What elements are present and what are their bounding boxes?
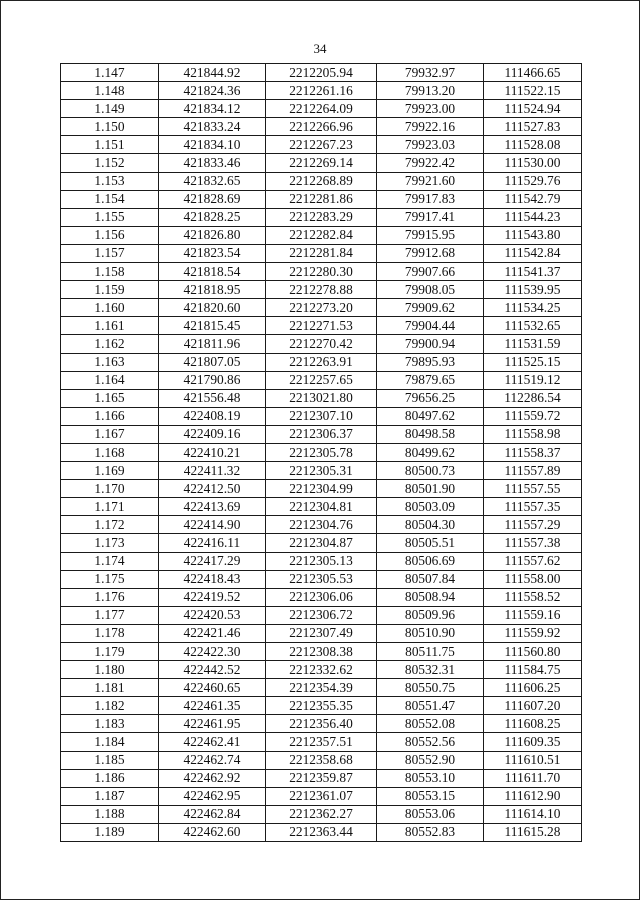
y-coord-cell: 2212354.39 <box>266 679 377 697</box>
table-row <box>61 643 582 661</box>
x-coord-cell: 421790.86 <box>159 371 266 389</box>
y-coord-cell: 2212269.14 <box>266 154 377 172</box>
x-coord-cell: 421834.12 <box>159 100 266 118</box>
point-number-cell: 1.162 <box>61 335 159 353</box>
x-coord-cell: 422420.53 <box>159 606 266 624</box>
x-coord-cell: 422408.19 <box>159 407 266 425</box>
point-number-cell: 1.187 <box>61 787 159 805</box>
point-number-cell: 1.183 <box>61 715 159 733</box>
table-row <box>61 299 582 317</box>
table-row <box>61 82 582 100</box>
table-row <box>61 606 582 624</box>
y-local-cell: 111527.83 <box>484 118 582 136</box>
y-coord-cell: 2212356.40 <box>266 715 377 733</box>
x-coord-cell: 422462.74 <box>159 751 266 769</box>
y-coord-cell: 2212304.99 <box>266 480 377 498</box>
y-coord-cell: 2212355.35 <box>266 697 377 715</box>
y-coord-cell: 2212267.23 <box>266 136 377 154</box>
point-number-cell: 1.185 <box>61 751 159 769</box>
x-coord-cell: 421826.80 <box>159 226 266 244</box>
x-local-cell: 80506.69 <box>377 552 484 570</box>
table-row <box>61 118 582 136</box>
point-number-cell: 1.155 <box>61 208 159 226</box>
x-local-cell: 79912.68 <box>377 244 484 262</box>
y-coord-cell: 2212305.31 <box>266 462 377 480</box>
x-local-cell: 79913.20 <box>377 82 484 100</box>
y-coord-cell: 2212304.81 <box>266 498 377 516</box>
y-local-cell: 111528.08 <box>484 136 582 154</box>
x-coord-cell: 422461.95 <box>159 715 266 733</box>
y-local-cell: 111614.10 <box>484 805 582 823</box>
y-local-cell: 111584.75 <box>484 661 582 679</box>
table-row <box>61 552 582 570</box>
y-local-cell: 111524.94 <box>484 100 582 118</box>
x-local-cell: 80532.31 <box>377 661 484 679</box>
point-number-cell: 1.182 <box>61 697 159 715</box>
y-local-cell: 111543.80 <box>484 226 582 244</box>
y-coord-cell: 2212281.84 <box>266 244 377 262</box>
y-local-cell: 111530.00 <box>484 154 582 172</box>
x-local-cell: 79922.42 <box>377 154 484 172</box>
x-coord-cell: 422462.95 <box>159 787 266 805</box>
y-coord-cell: 2212257.65 <box>266 371 377 389</box>
y-coord-cell: 2212304.87 <box>266 534 377 552</box>
x-local-cell: 80497.62 <box>377 407 484 425</box>
x-local-cell: 79923.03 <box>377 136 484 154</box>
point-number-cell: 1.175 <box>61 570 159 588</box>
y-coord-cell: 2212361.07 <box>266 787 377 805</box>
y-coord-cell: 2212306.06 <box>266 588 377 606</box>
point-number-cell: 1.184 <box>61 733 159 751</box>
coordinates-table <box>60 63 582 842</box>
x-coord-cell: 422461.35 <box>159 697 266 715</box>
point-number-cell: 1.160 <box>61 299 159 317</box>
table-row <box>61 462 582 480</box>
table-row <box>61 751 582 769</box>
x-local-cell: 80499.62 <box>377 443 484 461</box>
y-local-cell: 111558.37 <box>484 443 582 461</box>
x-coord-cell: 422418.43 <box>159 570 266 588</box>
x-coord-cell: 422442.52 <box>159 661 266 679</box>
table-row <box>61 588 582 606</box>
y-local-cell: 111615.28 <box>484 823 582 841</box>
y-coord-cell: 2212308.38 <box>266 643 377 661</box>
table-row <box>61 679 582 697</box>
table-row <box>61 172 582 190</box>
table-row <box>61 226 582 244</box>
y-local-cell: 111610.51 <box>484 751 582 769</box>
y-local-cell: 111612.90 <box>484 787 582 805</box>
y-local-cell: 111608.25 <box>484 715 582 733</box>
point-number-cell: 1.165 <box>61 389 159 407</box>
x-local-cell: 79895.93 <box>377 353 484 371</box>
x-coord-cell: 421823.54 <box>159 244 266 262</box>
y-local-cell: 111525.15 <box>484 353 582 371</box>
table-row <box>61 624 582 642</box>
y-local-cell: 111557.38 <box>484 534 582 552</box>
table-row <box>61 244 582 262</box>
y-local-cell: 111609.35 <box>484 733 582 751</box>
y-coord-cell: 2212278.88 <box>266 281 377 299</box>
table-row <box>61 64 582 82</box>
y-coord-cell: 2212271.53 <box>266 317 377 335</box>
point-number-cell: 1.186 <box>61 769 159 787</box>
x-coord-cell: 422422.30 <box>159 643 266 661</box>
y-local-cell: 111606.25 <box>484 679 582 697</box>
x-local-cell: 80504.30 <box>377 516 484 534</box>
y-coord-cell: 2212266.96 <box>266 118 377 136</box>
point-number-cell: 1.174 <box>61 552 159 570</box>
x-local-cell: 80507.84 <box>377 570 484 588</box>
table-row <box>61 697 582 715</box>
point-number-cell: 1.176 <box>61 588 159 606</box>
x-coord-cell: 421844.92 <box>159 64 266 82</box>
y-coord-cell: 2212306.72 <box>266 606 377 624</box>
point-number-cell: 1.189 <box>61 823 159 841</box>
y-coord-cell: 2212307.49 <box>266 624 377 642</box>
y-coord-cell: 2212263.91 <box>266 353 377 371</box>
y-coord-cell: 2212363.44 <box>266 823 377 841</box>
table-row <box>61 769 582 787</box>
point-number-cell: 1.163 <box>61 353 159 371</box>
x-local-cell: 80503.09 <box>377 498 484 516</box>
x-coord-cell: 421828.25 <box>159 208 266 226</box>
x-local-cell: 80511.75 <box>377 643 484 661</box>
y-coord-cell: 2212280.30 <box>266 263 377 281</box>
point-number-cell: 1.172 <box>61 516 159 534</box>
x-coord-cell: 422419.52 <box>159 588 266 606</box>
x-local-cell: 79907.66 <box>377 263 484 281</box>
y-local-cell: 111541.37 <box>484 263 582 281</box>
point-number-cell: 1.166 <box>61 407 159 425</box>
x-local-cell: 79908.05 <box>377 281 484 299</box>
page-number: 34 <box>313 41 327 56</box>
x-coord-cell: 422462.84 <box>159 805 266 823</box>
x-local-cell: 80552.90 <box>377 751 484 769</box>
table-row <box>61 787 582 805</box>
point-number-cell: 1.161 <box>61 317 159 335</box>
x-coord-cell: 421815.45 <box>159 317 266 335</box>
y-local-cell: 111558.52 <box>484 588 582 606</box>
table-row <box>61 335 582 353</box>
x-coord-cell: 422413.69 <box>159 498 266 516</box>
table-row <box>61 190 582 208</box>
table-row <box>61 353 582 371</box>
table-row <box>61 208 582 226</box>
x-local-cell: 80553.10 <box>377 769 484 787</box>
table-row <box>61 570 582 588</box>
x-coord-cell: 421818.54 <box>159 263 266 281</box>
table-row <box>61 425 582 443</box>
y-coord-cell: 2212306.37 <box>266 425 377 443</box>
x-local-cell: 79917.83 <box>377 190 484 208</box>
x-coord-cell: 421833.24 <box>159 118 266 136</box>
y-coord-cell: 2212270.42 <box>266 335 377 353</box>
x-local-cell: 80508.94 <box>377 588 484 606</box>
y-coord-cell: 2212268.89 <box>266 172 377 190</box>
table-row <box>61 805 582 823</box>
x-coord-cell: 421832.65 <box>159 172 266 190</box>
x-coord-cell: 422460.65 <box>159 679 266 697</box>
x-coord-cell: 422411.32 <box>159 462 266 480</box>
point-number-cell: 1.154 <box>61 190 159 208</box>
y-local-cell: 111559.92 <box>484 624 582 642</box>
x-local-cell: 79879.65 <box>377 371 484 389</box>
table-row <box>61 823 582 841</box>
y-local-cell: 111529.76 <box>484 172 582 190</box>
y-local-cell: 111539.95 <box>484 281 582 299</box>
x-local-cell: 80553.15 <box>377 787 484 805</box>
y-local-cell: 111557.89 <box>484 462 582 480</box>
y-local-cell: 111534.25 <box>484 299 582 317</box>
x-coord-cell: 422409.16 <box>159 425 266 443</box>
point-number-cell: 1.181 <box>61 679 159 697</box>
table-row <box>61 498 582 516</box>
x-local-cell: 79923.00 <box>377 100 484 118</box>
point-number-cell: 1.164 <box>61 371 159 389</box>
x-coord-cell: 422462.60 <box>159 823 266 841</box>
x-local-cell: 79922.16 <box>377 118 484 136</box>
point-number-cell: 1.152 <box>61 154 159 172</box>
x-local-cell: 80552.83 <box>377 823 484 841</box>
y-coord-cell: 2212362.27 <box>266 805 377 823</box>
table-row <box>61 317 582 335</box>
y-coord-cell: 2212307.10 <box>266 407 377 425</box>
y-local-cell: 111558.00 <box>484 570 582 588</box>
point-number-cell: 1.149 <box>61 100 159 118</box>
table-row <box>61 100 582 118</box>
y-coord-cell: 2212283.29 <box>266 208 377 226</box>
x-coord-cell: 421834.10 <box>159 136 266 154</box>
x-coord-cell: 422412.50 <box>159 480 266 498</box>
y-coord-cell: 2213021.80 <box>266 389 377 407</box>
x-coord-cell: 422417.29 <box>159 552 266 570</box>
x-coord-cell: 421820.60 <box>159 299 266 317</box>
point-number-cell: 1.167 <box>61 425 159 443</box>
x-local-cell: 80501.90 <box>377 480 484 498</box>
y-local-cell: 111559.16 <box>484 606 582 624</box>
x-local-cell: 79921.60 <box>377 172 484 190</box>
y-local-cell: 111531.59 <box>484 335 582 353</box>
y-local-cell: 111611.70 <box>484 769 582 787</box>
point-number-cell: 1.148 <box>61 82 159 100</box>
x-local-cell: 79909.62 <box>377 299 484 317</box>
y-coord-cell: 2212357.51 <box>266 733 377 751</box>
y-coord-cell: 2212273.20 <box>266 299 377 317</box>
x-local-cell: 80510.90 <box>377 624 484 642</box>
table-row <box>61 371 582 389</box>
y-local-cell: 111557.29 <box>484 516 582 534</box>
x-coord-cell: 421828.69 <box>159 190 266 208</box>
x-coord-cell: 422416.11 <box>159 534 266 552</box>
x-local-cell: 79917.41 <box>377 208 484 226</box>
y-coord-cell: 2212305.53 <box>266 570 377 588</box>
table-row <box>61 661 582 679</box>
x-coord-cell: 422414.90 <box>159 516 266 534</box>
point-number-cell: 1.158 <box>61 263 159 281</box>
x-local-cell: 79656.25 <box>377 389 484 407</box>
y-local-cell: 111557.62 <box>484 552 582 570</box>
point-number-cell: 1.173 <box>61 534 159 552</box>
x-coord-cell: 421811.96 <box>159 335 266 353</box>
x-local-cell: 80551.47 <box>377 697 484 715</box>
y-local-cell: 111532.65 <box>484 317 582 335</box>
y-local-cell: 111544.23 <box>484 208 582 226</box>
point-number-cell: 1.159 <box>61 281 159 299</box>
y-coord-cell: 2212281.86 <box>266 190 377 208</box>
point-number-cell: 1.150 <box>61 118 159 136</box>
x-local-cell: 79915.95 <box>377 226 484 244</box>
y-coord-cell: 2212359.87 <box>266 769 377 787</box>
y-local-cell: 111558.98 <box>484 425 582 443</box>
point-number-cell: 1.153 <box>61 172 159 190</box>
x-local-cell: 80552.56 <box>377 733 484 751</box>
table-row <box>61 534 582 552</box>
point-number-cell: 1.151 <box>61 136 159 154</box>
y-coord-cell: 2212305.78 <box>266 443 377 461</box>
x-local-cell: 80498.58 <box>377 425 484 443</box>
point-number-cell: 1.177 <box>61 606 159 624</box>
x-local-cell: 80552.08 <box>377 715 484 733</box>
y-local-cell: 111607.20 <box>484 697 582 715</box>
x-local-cell: 79904.44 <box>377 317 484 335</box>
y-local-cell: 111522.15 <box>484 82 582 100</box>
x-coord-cell: 422462.92 <box>159 769 266 787</box>
table-row <box>61 136 582 154</box>
coordinates-table-body <box>61 64 582 842</box>
point-number-cell: 1.147 <box>61 64 159 82</box>
table-row <box>61 480 582 498</box>
table-row <box>61 715 582 733</box>
x-local-cell: 80500.73 <box>377 462 484 480</box>
table-row <box>61 389 582 407</box>
y-local-cell: 111560.80 <box>484 643 582 661</box>
point-number-cell: 1.168 <box>61 443 159 461</box>
table-row <box>61 733 582 751</box>
point-number-cell: 1.188 <box>61 805 159 823</box>
point-number-cell: 1.171 <box>61 498 159 516</box>
point-number-cell: 1.179 <box>61 643 159 661</box>
y-coord-cell: 2212261.16 <box>266 82 377 100</box>
table-row <box>61 443 582 461</box>
x-coord-cell: 421807.05 <box>159 353 266 371</box>
table-row <box>61 263 582 281</box>
table-row <box>61 516 582 534</box>
y-coord-cell: 2212264.09 <box>266 100 377 118</box>
x-coord-cell: 422421.46 <box>159 624 266 642</box>
y-coord-cell: 2212358.68 <box>266 751 377 769</box>
y-coord-cell: 2212305.13 <box>266 552 377 570</box>
y-local-cell: 111557.55 <box>484 480 582 498</box>
point-number-cell: 1.178 <box>61 624 159 642</box>
x-local-cell: 79900.94 <box>377 335 484 353</box>
y-local-cell: 111542.79 <box>484 190 582 208</box>
y-local-cell: 111557.35 <box>484 498 582 516</box>
y-local-cell: 112286.54 <box>484 389 582 407</box>
table-row <box>61 281 582 299</box>
y-local-cell: 111519.12 <box>484 371 582 389</box>
x-local-cell: 80550.75 <box>377 679 484 697</box>
point-number-cell: 1.157 <box>61 244 159 262</box>
point-number-cell: 1.156 <box>61 226 159 244</box>
x-coord-cell: 421556.48 <box>159 389 266 407</box>
point-number-cell: 1.180 <box>61 661 159 679</box>
x-coord-cell: 421818.95 <box>159 281 266 299</box>
point-number-cell: 1.169 <box>61 462 159 480</box>
y-local-cell: 111542.84 <box>484 244 582 262</box>
x-coord-cell: 421833.46 <box>159 154 266 172</box>
x-local-cell: 80505.51 <box>377 534 484 552</box>
y-coord-cell: 2212304.76 <box>266 516 377 534</box>
y-coord-cell: 2212205.94 <box>266 64 377 82</box>
x-local-cell: 80509.96 <box>377 606 484 624</box>
x-local-cell: 79932.97 <box>377 64 484 82</box>
x-local-cell: 80553.06 <box>377 805 484 823</box>
x-coord-cell: 422462.41 <box>159 733 266 751</box>
x-coord-cell: 422410.21 <box>159 443 266 461</box>
table-row <box>61 154 582 172</box>
y-coord-cell: 2212332.62 <box>266 661 377 679</box>
point-number-cell: 1.170 <box>61 480 159 498</box>
x-coord-cell: 421824.36 <box>159 82 266 100</box>
y-local-cell: 111559.72 <box>484 407 582 425</box>
table-row <box>61 407 582 425</box>
y-local-cell: 111466.65 <box>484 64 582 82</box>
y-coord-cell: 2212282.84 <box>266 226 377 244</box>
